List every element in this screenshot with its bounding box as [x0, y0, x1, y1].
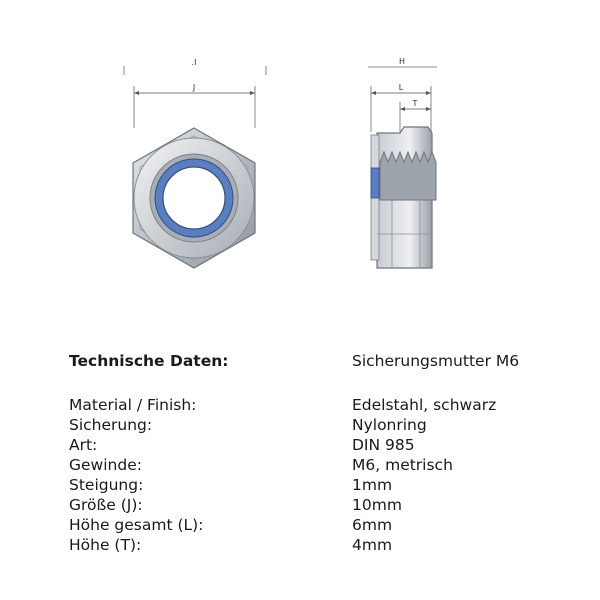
spec-row: [0, 496, 600, 516]
spec-row: [0, 416, 600, 436]
spec-value: 1mm: [352, 476, 393, 494]
spec-key: Höhe (T):: [69, 536, 142, 554]
spec-row: [0, 476, 600, 496]
spec-row: [0, 456, 600, 476]
spec-key: Gewinde:: [69, 456, 142, 474]
spec-value: Nylonring: [352, 416, 427, 434]
dim-h-label: H: [398, 57, 406, 66]
dim-l-label: L: [398, 83, 404, 92]
spec-key: Art:: [69, 436, 98, 454]
dim-t-label: T: [412, 99, 418, 108]
spec-row: [0, 396, 600, 416]
spec-key: Sicherung:: [69, 416, 153, 434]
spec-row: [0, 536, 600, 556]
spec-value: 6mm: [352, 516, 393, 534]
spec-key: Höhe gesamt (L):: [69, 516, 204, 534]
spec-key: Material / Finish:: [69, 396, 197, 414]
front-top-dim-label: .I: [191, 58, 197, 67]
dim-j-label: J: [192, 83, 196, 92]
spec-key: Größe (J):: [69, 496, 143, 514]
product-title: Sicherungsmutter M6: [352, 352, 520, 370]
spec-value: DIN 985: [352, 436, 415, 454]
spec-value: M6, metrisch: [352, 456, 453, 474]
spec-value: Edelstahl, schwarz: [352, 396, 497, 414]
specs-heading: Technische Daten:: [69, 352, 229, 370]
spec-value: 10mm: [352, 496, 402, 514]
spec-row: [0, 516, 600, 536]
spec-value: 4mm: [352, 536, 393, 554]
spec-row: [0, 436, 600, 456]
spec-key: Steigung:: [69, 476, 144, 494]
